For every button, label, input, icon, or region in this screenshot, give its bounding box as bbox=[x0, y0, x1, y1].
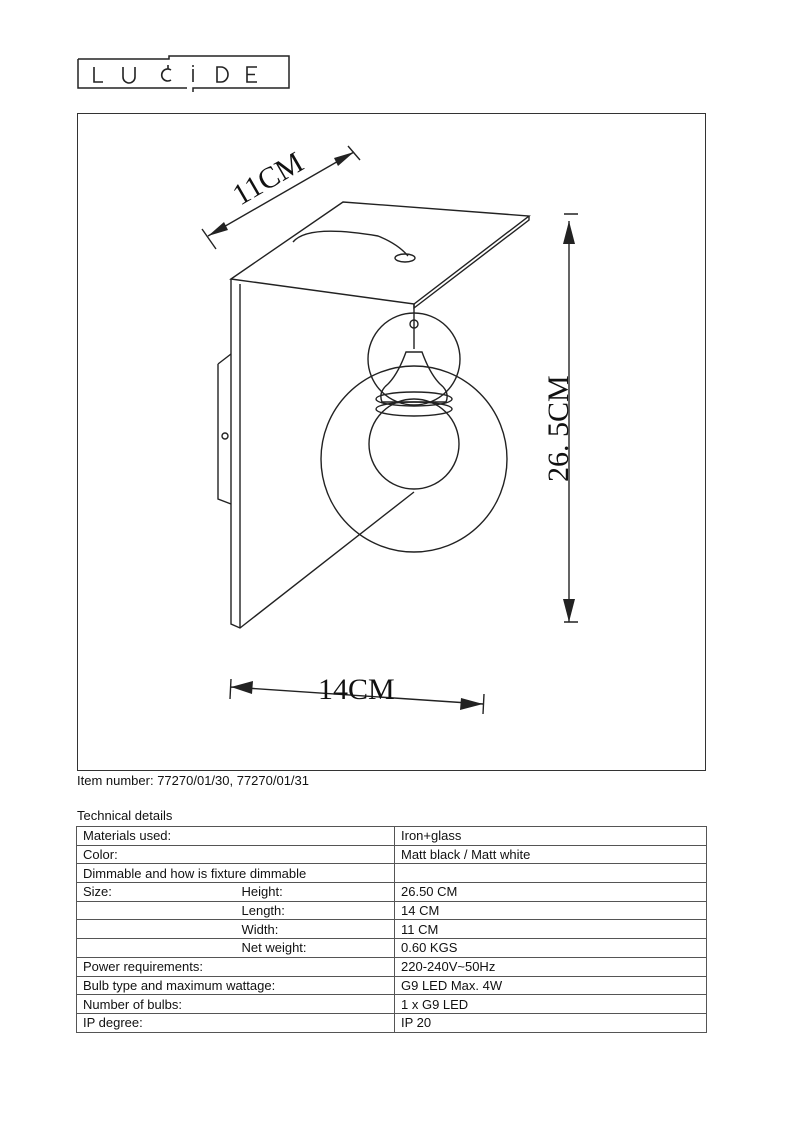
row-value: Iron+glass bbox=[395, 827, 707, 846]
height-dimension-label: 26. 5CM bbox=[542, 375, 575, 482]
table-row bbox=[77, 976, 707, 995]
row-value: 11 CM bbox=[395, 920, 707, 939]
table-row bbox=[77, 901, 707, 920]
row-label: Color: bbox=[77, 845, 395, 864]
width-dimension-label: 11CM bbox=[227, 145, 309, 213]
row-label: Bulb type and maximum wattage: bbox=[77, 976, 395, 995]
row-label bbox=[77, 901, 236, 920]
row-sublabel: Height: bbox=[236, 883, 395, 902]
row-value bbox=[395, 864, 707, 883]
row-label bbox=[77, 920, 236, 939]
section-title: Technical details bbox=[77, 808, 173, 823]
table-row bbox=[77, 939, 707, 958]
table-row bbox=[77, 845, 707, 864]
row-label: Power requirements: bbox=[77, 957, 395, 976]
row-value: 0.60 KGS bbox=[395, 939, 707, 958]
table-row bbox=[77, 883, 707, 902]
row-value: 14 CM bbox=[395, 901, 707, 920]
row-label: IP degree: bbox=[77, 1013, 395, 1032]
row-value: IP 20 bbox=[395, 1013, 707, 1032]
table-row bbox=[77, 957, 707, 976]
row-value: G9 LED Max. 4W bbox=[395, 976, 707, 995]
row-label bbox=[77, 939, 236, 958]
row-label: Materials used: bbox=[77, 827, 395, 846]
row-value: 1 x G9 LED bbox=[395, 995, 707, 1014]
row-sublabel: Net weight: bbox=[236, 939, 395, 958]
table-row bbox=[77, 1013, 707, 1032]
length-dimension-label: 14CM bbox=[318, 673, 395, 706]
item-number: Item number: 77270/01/30, 77270/01/31 bbox=[77, 773, 310, 788]
row-value: 220-240V~50Hz bbox=[395, 957, 707, 976]
product-drawing bbox=[77, 113, 706, 771]
table-row bbox=[77, 920, 707, 939]
row-label: Dimmable and how is fixture dimmable bbox=[77, 864, 395, 883]
table-row bbox=[77, 995, 707, 1014]
row-value: Matt black / Matt white bbox=[395, 845, 707, 864]
row-value: 26.50 CM bbox=[395, 883, 707, 902]
table-row bbox=[77, 827, 707, 846]
row-label: Number of bulbs: bbox=[77, 995, 395, 1014]
technical-details-table bbox=[76, 826, 707, 1033]
table-row bbox=[77, 864, 707, 883]
lucide-logo bbox=[77, 55, 290, 93]
row-sublabel: Length: bbox=[236, 901, 395, 920]
row-label: Size: bbox=[77, 883, 236, 902]
row-sublabel: Width: bbox=[236, 920, 395, 939]
